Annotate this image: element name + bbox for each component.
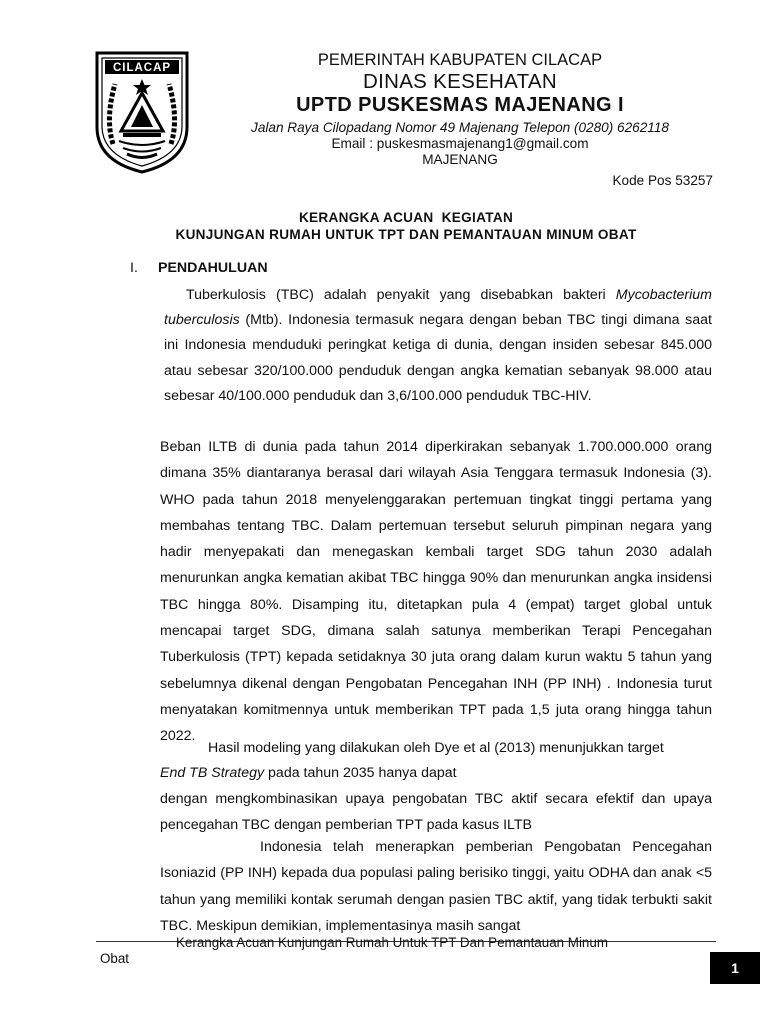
p1-italic: Mycobacterium tuberculosis [164,287,712,329]
p1-start: Tuberkulosis (TBC) adalah penyakit yang disebabkan bakteri [186,287,616,303]
department-name: DINAS KESEHATAN [363,70,557,93]
address: Jalan Raya Cilopadang Nomor 49 Majenang Telepon (0280) 6262118 [251,120,669,135]
p1-rest: (Mtb). Indonesia termasuk negara dengan beban TBC tingi dimana saat ini Indonesia menduduki peringkat ketiga di dunia, dengan insiden sebesar 845.000 atau sebesar 320/100.000 penduduk dengan angka kematian sebanyak 98.000 atau sebesar 40/100.000 penduduk dan 3,6/100.000 penduduk TBC-HIV. [164,312,712,404]
p3-line1: Hasil modeling yang dilakukan oleh Dye et al (2013) menunjukkan target [208,740,664,756]
city: MAJENANG [422,152,498,167]
cilacap-emblem-logo [93,49,191,175]
section-heading [130,260,268,276]
paragraph-2: Beban ILTB di dunia pada tahun 2014 diperkirakan sebanyak 1.700.000.000 orang dimana 35% diantaranya berasal dari wilayah Asia Tenggara termasuk Indonesia (3). WHO pada tahun 2018 menyelenggarakan pertemuan tingkat tinggi pertama yang membahas tentang TBC. Dalam pertemuan tersebut seluruh pimpinan negara yang hadir menyepakati dan menegaskan kembali target SDG tahun 2030 adalah menurunkan angka kematian akibat TBC hingga 90% dan menurunkan angka insidensi TBC hingga 80%. Disamping itu, ditetapkan pula 4 (empat) target global untuk mencapai target SDG, dimana salah satunya memberikan Terapi Pencegahan Tuberkulosis (TPT) kepada setidaknya 30 juta orang dalam kurun waktu 5 tahun yang sebelumnya dikenal dengan Pengobatan Pencegahan INH (PP INH) . Indonesia turut menyatakan komitmennya untuk memberikan TPT pada 1,5 juta orang hingga tahun 2022. [160,439,712,745]
p4-text: Indonesia telah menerapkan pemberian Pengobatan Pencegahan Isoniazid (PP INH) kepada dua populasi paling berisiko tinggi, yaitu ODHA dan anak <5 tahun yang memiliki kontak serumah dengan pasien TBC aktif, yang tidak terbukti sakit TBC. Meskipun demikian, implementasinya masih sangat [160,839,712,934]
title-line-2: KUNJUNGAN RUMAH UNTUK TPT DAN PEMANTAUAN MINUM OBAT [175,227,637,242]
paragraph-4 [160,834,712,939]
p3-line2: pada tahun 2035 hanya dapat [264,765,457,781]
letterhead [200,50,720,168]
gov-name: PEMERINTAH KABUPATEN CILACAP [317,51,603,69]
paragraph-1 [164,283,712,409]
logo-text: CILACAP [112,62,172,74]
p3-italic: End TB Strategy [160,765,265,781]
paragraph-3 [160,736,712,786]
footer-text-continued: Obat [100,951,130,966]
section-number: I. [130,260,138,276]
email: Email : puskesmasmajenang1@gmail.com [331,136,589,151]
section-title: PENDAHULUAN [158,260,268,276]
title-line-1: KERANGKA ACUAN KEGIATAN [298,210,514,225]
document-title [100,209,712,243]
institution-name: UPTD PUSKESMAS MAJENANG I [296,94,624,116]
postal-code: Kode Pos 53257 [612,173,713,188]
paragraph-3-continued: dengan mengkombinasikan upaya pengobatan TBC aktif secara efektif dan upaya pencegahan TBC dengan pemberian TPT pada kasus ILTB [160,791,712,833]
footer-text: Kerangka Acuan Kunjungan Rumah Untuk TPT Dan Pemantauan Minum [176,935,608,950]
page-number: 1 [710,952,760,984]
